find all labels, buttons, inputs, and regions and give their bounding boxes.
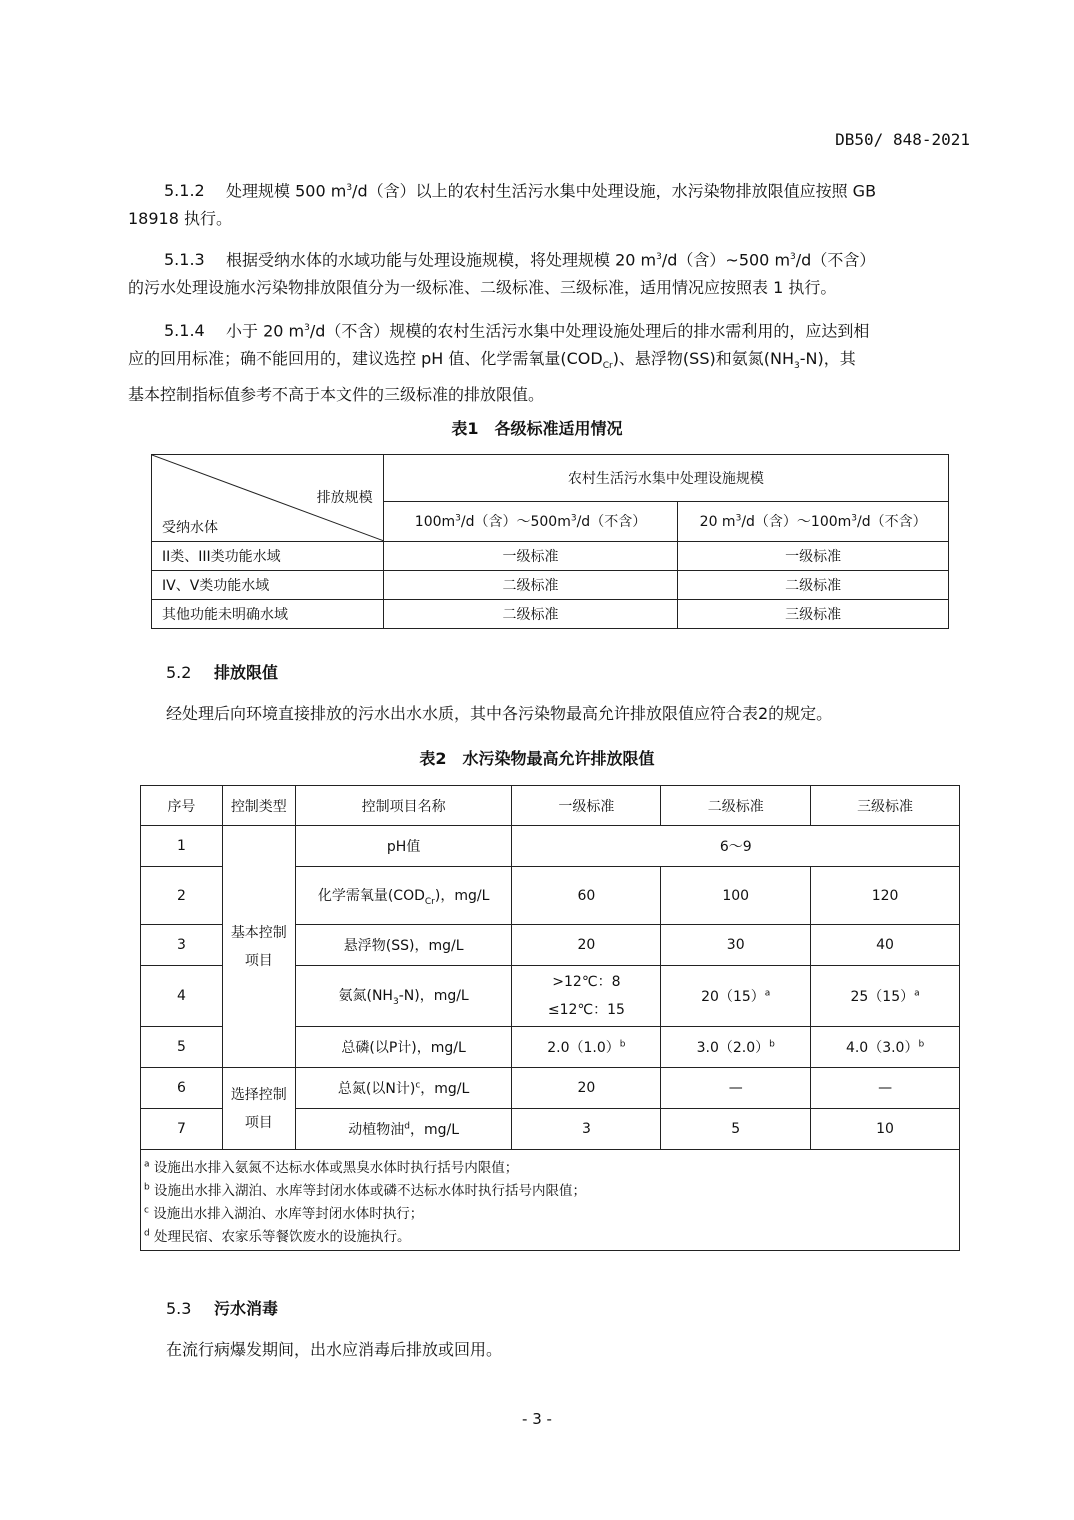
group-basic-control: 基本控制 项目 [222,826,295,1068]
cell: 一级标准 [678,542,949,571]
section-5-3-text: 在流行病爆发期间，出水应消毒后排放或回用。 [166,1340,503,1359]
row-number: 4 [141,966,223,1027]
cell: 30 [661,925,811,966]
cell: — [811,1068,960,1109]
clause-number: 5.1.3 [164,250,205,270]
table1 [151,454,949,629]
cell: 10 [811,1109,960,1150]
table-row [141,1068,960,1109]
item-name: 动植物油$^d$，mg/L [295,1109,512,1150]
cell: — [661,1068,811,1109]
section-5-2-text: 经处理后向环境直接排放的污水出水水质，其中各污染物最高允许排放限值应符合表2的规定。 [166,704,833,723]
cell: 20 [512,1068,661,1109]
row-label: II类、III类功能水域 [152,542,384,571]
clause-text: 根据受纳水体的水域功能与处理设施规模，将处理规模 20 m [226,250,657,270]
table-row [152,542,949,571]
diagonal-header-cell [152,455,384,542]
column-header: 三级标准 [811,786,960,826]
cell: 120 [811,867,960,925]
page-number: - 3 - [522,1410,552,1428]
subscript: Cr [602,361,613,372]
note-text: 设施出水排入湖泊、水库等封闭水体或磷不达标水体时执行括号内限值； [154,1182,587,1199]
clause-text: /d（不含） [795,250,876,270]
note-text: 处理民宿、农家乐等餐饮废水的设施执行。 [154,1228,411,1245]
item-name: 悬浮物(SS)，mg/L [295,925,512,966]
cell: 二级标准 [383,571,678,600]
superscript: 3 [346,183,353,193]
note-mark: b [144,1182,150,1192]
cell: $25(15)^a$ [811,966,960,1027]
table-row [141,826,960,867]
diag-bottom-label: 受纳水体 [162,520,218,536]
column-header-1: $100m^3/d$（含）$\sim 500m^3/d$（不含） [383,501,678,541]
clause-text-line2: 的污水处理设施水污染物排放限值分为一级标准、二级标准、三级标准，适用情况应按照表 1 执行。 [128,278,837,298]
note-mark: d [144,1228,150,1238]
section-title: 污水消毒 [214,1299,279,1318]
cell: 5 [661,1109,811,1150]
clause-text: -N)，其 [799,349,856,369]
item-name: 总氮(以N计)$^c$，mg/L [295,1068,512,1109]
column-header: 序号 [141,786,223,826]
row-number: 7 [141,1109,223,1150]
clause-text: 小于 20 m [226,321,305,341]
section-5-2-heading [166,660,278,683]
note-mark: a [144,1159,150,1169]
clause-text-line2: 18918 执行。 [128,209,232,229]
clause-text: /d（含）以上的农村生活污水集中处理设施，水污染物排放限值应按照 GB [352,181,877,201]
note-mark: c [144,1205,149,1215]
row-number: 6 [141,1068,223,1109]
cell: 60 [512,867,661,925]
row-number: 3 [141,925,223,966]
table-note [141,1223,960,1251]
cell: $2.0(1.0)^b$ [512,1027,661,1068]
clause-5-1-4 [128,314,974,409]
table2-caption: 表2 水污染物最高允许排放限值 [419,749,655,768]
table-note [141,1177,960,1200]
table-note [141,1200,960,1223]
clause-5-1-2 [128,174,974,233]
merged-value: 6～9 [512,826,960,867]
table-note [141,1150,960,1178]
superscript: 3 [790,252,796,262]
subscript: 3 [793,361,800,372]
clause-text-line3: 基本控制指标值参考不高于本文件的三级标准的排放限值。 [128,384,545,404]
section-number: 5.2 [166,663,192,682]
row-number: 5 [141,1027,223,1068]
cell: $4.0(3.0)^b$ [811,1027,960,1068]
row-number: 2 [141,867,223,925]
row-label: 其他功能未明确水域 [152,600,384,629]
cell: 一级标准 [383,542,678,571]
column-header: 控制类型 [222,786,295,826]
column-header: 一级标准 [512,786,661,826]
item-name: 化学需氧量$(COD_{Cr})$，mg/L [295,867,512,925]
clause-text: )、悬浮物(SS)和氨氮(NH [612,349,794,369]
clause-5-1-3 [128,243,974,302]
cell: 二级标准 [383,600,678,629]
table-row [152,571,949,600]
cell: 40 [811,925,960,966]
table-row [152,600,949,629]
item-name: pH值 [295,826,512,867]
cell: 100 [661,867,811,925]
column-header: 二级标准 [661,786,811,826]
document-code: DB50/ 848-2021 [835,130,970,149]
diag-top-label: 排放规模 [316,490,373,506]
group-select-control: 选择控制 项目 [222,1068,295,1150]
section-title: 排放限值 [214,663,279,682]
cell: $3.0(2.0)^b$ [661,1027,811,1068]
group-header: 农村生活污水集中处理设施规模 [383,455,948,502]
clause-text: 处理规模 500 m [226,181,347,201]
cell: 3 [512,1109,661,1150]
cell: 三级标准 [678,600,949,629]
cell: >12℃：8 ≤12℃：15 [512,966,661,1027]
column-header-2: 20 $m^3/d$（含）$\sim 100m^3/d$（不含） [678,501,949,541]
note-text: 设施出水排入湖泊、水库等封闭水体时执行； [153,1205,424,1222]
clause-text: /d（含）~500 m [661,250,791,270]
superscript: 3 [656,252,662,262]
table1-caption: 表1 各级标准适用情况 [451,419,623,438]
clause-text: 应的回用标准；确不能回用的，建议选控 pH 值、化学需氧量(COD [128,349,603,369]
superscript: 3 [304,323,310,333]
table2 [140,785,960,1251]
cell: 20 [512,925,661,966]
cell: $20(15)^a$ [661,966,811,1027]
cell: 二级标准 [678,571,949,600]
item-name: 氨氮$(NH_3-N)$，mg/L [295,966,512,1027]
item-name: 总磷(以P计)，mg/L [295,1027,512,1068]
column-header: 控制项目名称 [295,786,512,826]
clause-number: 5.1.2 [164,181,205,201]
note-text: 设施出水排入氨氮不达标水体或黑臭水体时执行括号内限值； [153,1159,519,1176]
clause-text: /d（不含）规模的农村生活污水集中处理设施处理后的排水需利用的，应达到相 [309,321,870,341]
section-5-3-heading [166,1296,278,1319]
row-number: 1 [141,826,223,867]
section-number: 5.3 [166,1299,192,1318]
clause-number: 5.1.4 [164,321,205,341]
table-header-row [141,786,960,826]
row-label: IV、V类功能水域 [152,571,384,600]
